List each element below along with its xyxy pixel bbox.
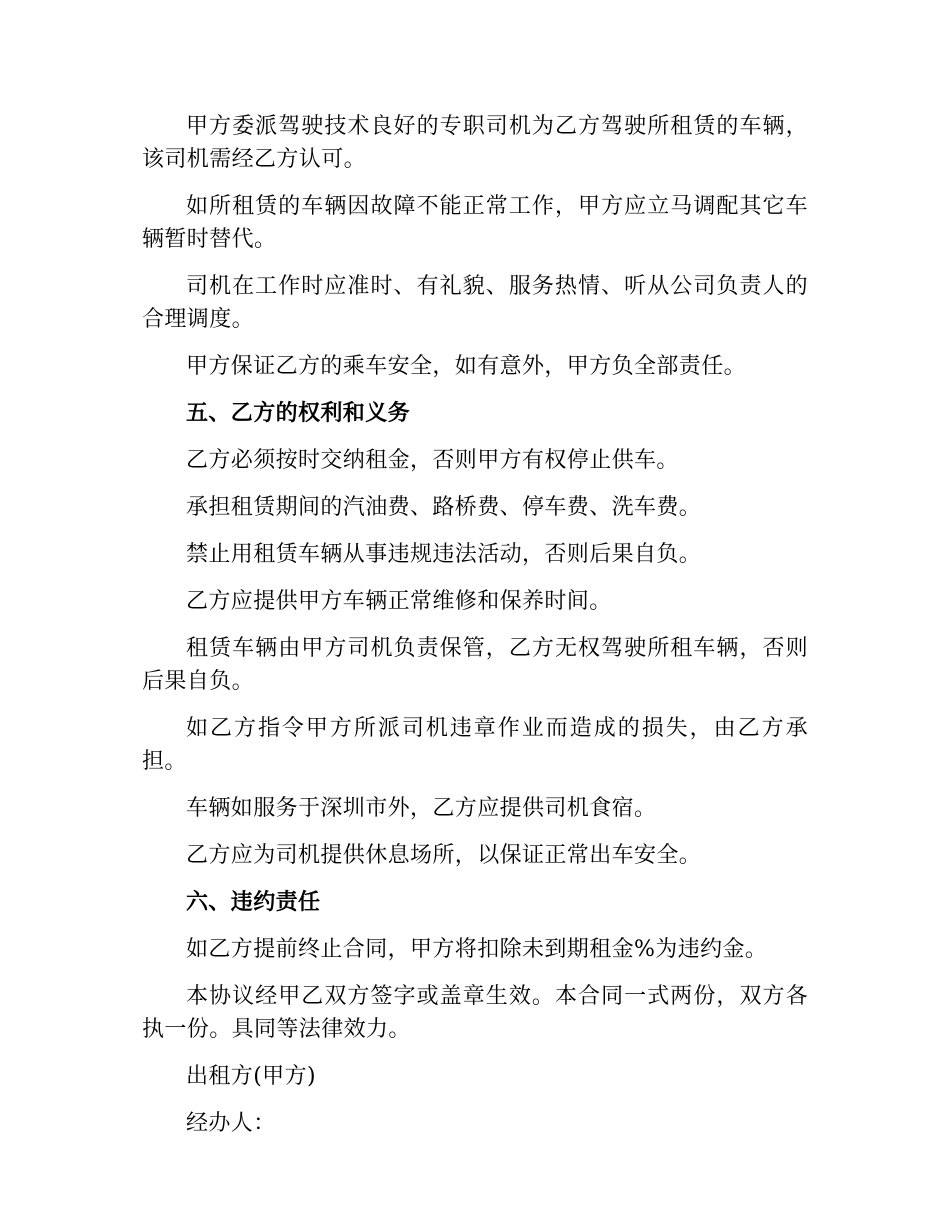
paragraph-driver-assignment: 甲方委派驾驶技术良好的专职司机为乙方驾驶所租赁的车辆，该司机需经乙方认可。 [142, 114, 808, 172]
paragraph-rest-area: 乙方应为司机提供休息场所，以保证正常出车安全。 [186, 843, 702, 868]
paragraph-rent-payment: 乙方必须按时交纳租金，否则甲方有权停止供车。 [186, 448, 679, 473]
document-body [142, 110, 808, 1140]
paragraph-violation-loss: 如乙方指令甲方所派司机违章作业而造成的损失，由乙方承担。 [142, 716, 808, 774]
paragraph-prohibited-use: 禁止用租赁车辆从事违规违法活动，否则后果自负。 [186, 542, 702, 567]
signature-agent: 经办人： [186, 1111, 276, 1136]
paragraph-outside-city: 车辆如服务于深圳市外，乙方应提供司机食宿。 [186, 796, 657, 821]
paragraph-maintenance-time: 乙方应提供甲方车辆正常维修和保养时间。 [186, 589, 612, 614]
paragraph-driver-conduct: 司机在工作时应准时、有礼貌、服务热情、听从公司负责人的合理调度。 [142, 274, 808, 332]
section-heading-party-b-rights: 五、乙方的权利和义务 [186, 400, 411, 426]
paragraph-safety-guarantee: 甲方保证乙方的乘车安全，如有意外，甲方负全部责任。 [186, 354, 747, 379]
paragraph-fees: 承担租赁期间的汽油费、路桥费、停车费、洗车费。 [186, 495, 702, 520]
signature-lessor: 出租方(甲方) [186, 1064, 316, 1089]
paragraph-early-termination: 如乙方提前终止合同，甲方将扣除未到期租金%为违约金。 [186, 937, 768, 962]
paragraph-effectiveness: 本协议经甲乙双方签字或盖章生效。本合同一式两份，双方各执一份。具同等法律效力。 [142, 984, 808, 1042]
paragraph-vehicle-custody: 租赁车辆由甲方司机负责保管，乙方无权驾驶所租车辆，否则后果自负。 [142, 636, 808, 694]
paragraph-vehicle-replacement: 如所租赁的车辆因故障不能正常工作，甲方应立马调配其它车辆暂时替代。 [142, 194, 808, 252]
section-heading-liability: 六、违约责任 [186, 889, 321, 915]
